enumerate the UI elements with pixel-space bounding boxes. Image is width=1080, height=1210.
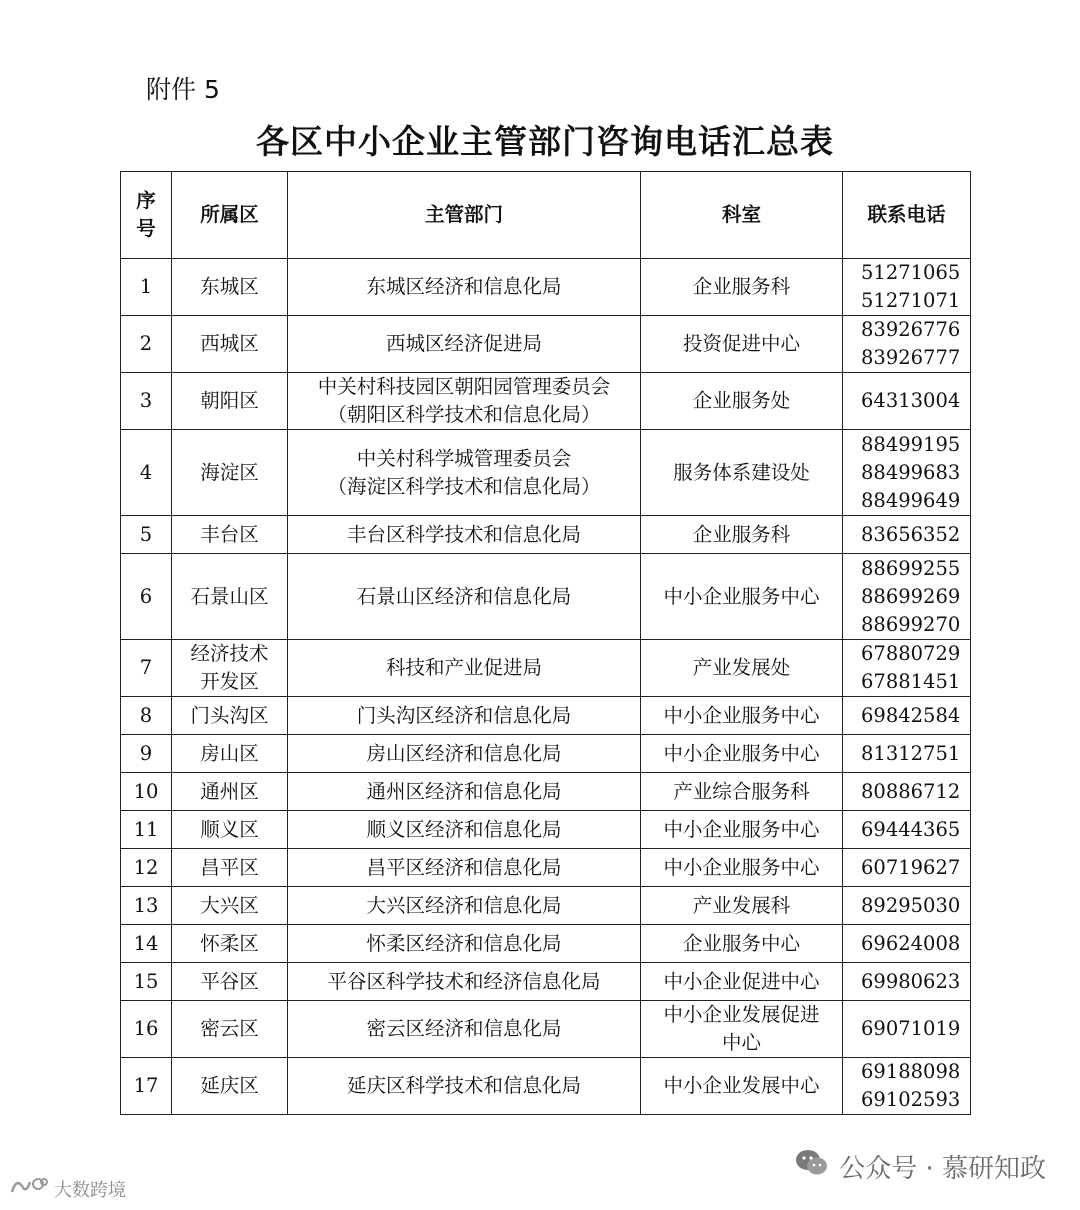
cell-phone-line: 69102593: [861, 1088, 961, 1111]
cell-department: [288, 735, 641, 773]
cell-phone-line: 88699255: [861, 556, 961, 580]
table-row: [121, 773, 971, 811]
watermark-right-text: 公众号 · 慕研知政: [839, 1154, 1046, 1184]
table-row: [121, 887, 971, 925]
cell-office-line: 企业服务科: [692, 522, 791, 546]
cell-district-line: 怀柔区: [200, 931, 259, 955]
cell-office: [641, 773, 843, 811]
cell-phone-line: 81312751: [861, 741, 961, 765]
table-row: [121, 735, 971, 773]
cell-phone: [843, 849, 971, 887]
cell-seq: 3: [121, 373, 172, 430]
cell-office-line: 产业发展处: [692, 656, 791, 679]
cell-department-line: 中关村科学城管理委员会: [356, 446, 572, 470]
cell-district: [172, 430, 288, 516]
contacts-table: [120, 171, 971, 1115]
cell-district-line: 朝阳区: [200, 389, 259, 412]
cell-district-line: 经济技术: [190, 642, 269, 665]
cell-district: [172, 773, 288, 811]
cell-department-line: 西城区经济促进局: [385, 332, 542, 355]
cell-department-line: 科技和产业促进局: [385, 656, 542, 679]
header-seq-line: 序: [136, 189, 156, 212]
cell-office: [641, 697, 843, 735]
cell-office: [641, 640, 843, 697]
cell-district-line: 密云区: [200, 1017, 259, 1040]
cell-district: [172, 554, 288, 640]
header-district: 所属区: [172, 172, 288, 259]
cell-department-line: 延庆区科学技术和信息化局: [346, 1074, 581, 1097]
cell-department-line: 昌平区经济和信息化局: [366, 855, 562, 879]
table-row: [121, 925, 971, 963]
table-row: [121, 640, 971, 697]
table-row: [121, 1001, 971, 1058]
cell-district-line: 东城区: [200, 275, 259, 298]
cell-phone-line: 51271065: [861, 261, 961, 284]
cell-district-line: 平谷区: [200, 969, 259, 993]
cell-office: [641, 259, 843, 316]
cell-department: [288, 516, 641, 554]
header-phone: 联系电话: [843, 172, 971, 259]
cell-department-line: 大兴区经济和信息化局: [366, 893, 562, 917]
cell-office-line: 中小企业服务中心: [663, 741, 820, 765]
cell-department-line: 密云区经济和信息化局: [366, 1017, 562, 1040]
table-row: [121, 811, 971, 849]
cell-district-line: 门头沟区: [190, 703, 269, 727]
cell-department: [288, 316, 641, 373]
cell-district: [172, 1058, 288, 1115]
cell-phone: [843, 1058, 971, 1115]
cell-phone: [843, 640, 971, 697]
watermark-left-text: 大数跨境: [54, 1179, 126, 1201]
cell-seq: 2: [121, 316, 172, 373]
cell-district: [172, 516, 288, 554]
cell-department: [288, 1001, 641, 1058]
table-row: [121, 697, 971, 735]
cell-department-line: （海淀区科学技术和信息化局）: [327, 474, 601, 498]
cell-district-line: 石景山区: [190, 584, 269, 608]
cell-phone-line: 83926777: [861, 346, 961, 369]
cell-district: [172, 963, 288, 1001]
cell-department-line: 丰台区科学技术和信息化局: [346, 522, 581, 546]
cell-office: [641, 963, 843, 1001]
cell-district-line: 顺义区: [200, 817, 259, 841]
table-row: [121, 430, 971, 516]
cell-phone-line: 80886712: [861, 779, 961, 803]
cell-phone-line: 83926776: [861, 318, 961, 341]
cell-phone-line: 83656352: [861, 522, 961, 546]
cell-phone-line: 51271071: [861, 289, 961, 312]
cell-office-line: 服务体系建设处: [673, 460, 810, 484]
cell-phone-line: 69980623: [861, 969, 961, 993]
cell-phone-line: 69444365: [861, 817, 961, 841]
brand-logo-icon: [8, 1174, 48, 1203]
cell-office-line: 中小企业发展中心: [663, 1074, 820, 1097]
cell-phone: [843, 925, 971, 963]
cell-phone: [843, 735, 971, 773]
cell-office-line: 中小企业促进中心: [663, 969, 820, 993]
cell-department-line: 房山区经济和信息化局: [366, 741, 562, 765]
cell-phone: [843, 887, 971, 925]
table-row: [121, 516, 971, 554]
cell-district: [172, 373, 288, 430]
table-row: [121, 1058, 971, 1115]
table-row: [121, 259, 971, 316]
cell-phone-line: 88699269: [861, 584, 961, 608]
header-office: 科室: [641, 172, 843, 259]
cell-office: [641, 430, 843, 516]
cell-district-line: 丰台区: [200, 522, 259, 546]
cell-seq: 8: [121, 697, 172, 735]
cell-district-line: 西城区: [200, 332, 259, 355]
table-row: [121, 316, 971, 373]
cell-seq: 6: [121, 554, 172, 640]
header-department: 主管部门: [288, 172, 641, 259]
table-row: [121, 373, 971, 430]
cell-seq: 10: [121, 773, 172, 811]
cell-phone: [843, 316, 971, 373]
cell-district-line: 海淀区: [200, 460, 259, 484]
cell-office-line: 产业综合服务科: [673, 779, 810, 803]
cell-phone-line: 67881451: [861, 670, 961, 693]
cell-seq: 11: [121, 811, 172, 849]
cell-phone-line: 88499649: [861, 488, 961, 512]
cell-office-line: 中小企业服务中心: [663, 855, 820, 879]
cell-district: [172, 811, 288, 849]
cell-office: [641, 1001, 843, 1058]
cell-office-line: 企业服务中心: [682, 931, 800, 955]
cell-phone: [843, 516, 971, 554]
cell-seq: 13: [121, 887, 172, 925]
cell-department-line: 平谷区科学技术和经济信息化局: [327, 969, 601, 993]
cell-office-line: 产业发展科: [692, 893, 791, 917]
cell-seq: 17: [121, 1058, 172, 1115]
cell-phone: [843, 430, 971, 516]
cell-district-line: 延庆区: [200, 1074, 259, 1097]
cell-district: [172, 887, 288, 925]
header-seq: [121, 172, 172, 259]
cell-phone: [843, 697, 971, 735]
watermark-left: [8, 1174, 126, 1203]
cell-seq: 16: [121, 1001, 172, 1058]
cell-department: [288, 697, 641, 735]
table-row: [121, 963, 971, 1001]
cell-phone: [843, 773, 971, 811]
cell-department-line: 东城区经济和信息化局: [366, 275, 562, 298]
cell-district-line: 开发区: [200, 670, 259, 693]
cell-office-line: 中小企业服务中心: [663, 584, 820, 608]
cell-office: [641, 735, 843, 773]
header-seq-line: 号: [136, 217, 156, 240]
cell-district-line: 通州区: [200, 779, 259, 803]
cell-department-line: 怀柔区经济和信息化局: [366, 931, 562, 955]
cell-seq: 7: [121, 640, 172, 697]
cell-phone-line: 88499683: [861, 460, 961, 484]
cell-department-line: 石景山区经济和信息化局: [356, 584, 572, 608]
cell-phone-line: 60719627: [861, 855, 961, 879]
cell-office-line: 投资促进中心: [682, 332, 800, 355]
cell-phone-line: 69071019: [861, 1017, 961, 1040]
cell-department: [288, 1058, 641, 1115]
cell-office: [641, 925, 843, 963]
cell-phone-line: 69624008: [861, 931, 961, 955]
table-row: [121, 849, 971, 887]
cell-department: [288, 373, 641, 430]
cell-office-line: 中小企业服务中心: [663, 817, 820, 841]
cell-phone: [843, 963, 971, 1001]
cell-district: [172, 640, 288, 697]
cell-district: [172, 1001, 288, 1058]
table-body: [121, 259, 971, 1115]
cell-phone-line: 88499195: [861, 432, 961, 456]
cell-department: [288, 887, 641, 925]
cell-district-line: 房山区: [200, 741, 259, 765]
cell-office-line: 中小企业服务中心: [663, 703, 820, 727]
cell-department-line: 顺义区经济和信息化局: [366, 817, 562, 841]
cell-office-line: 中心: [721, 1031, 761, 1054]
cell-office-line: 企业服务科: [692, 275, 791, 298]
cell-district: [172, 849, 288, 887]
cell-district-line: 大兴区: [200, 893, 259, 917]
cell-department: [288, 849, 641, 887]
cell-department: [288, 259, 641, 316]
cell-phone-line: 64313004: [861, 389, 961, 412]
table-header-row: [121, 172, 971, 259]
cell-seq: 1: [121, 259, 172, 316]
cell-district: [172, 259, 288, 316]
cell-department: [288, 925, 641, 963]
cell-department: [288, 811, 641, 849]
cell-office-line: 中小企业发展促进: [663, 1003, 820, 1026]
cell-phone-line: 89295030: [861, 893, 961, 917]
cell-office: [641, 373, 843, 430]
cell-district: [172, 925, 288, 963]
attachment-label: 附件 5: [146, 75, 220, 104]
cell-phone-line: 67880729: [861, 642, 961, 665]
cell-office: [641, 316, 843, 373]
cell-phone: [843, 554, 971, 640]
cell-phone: [843, 373, 971, 430]
cell-office-line: 企业服务处: [692, 389, 791, 412]
cell-seq: 15: [121, 963, 172, 1001]
cell-office: [641, 811, 843, 849]
page-title: 各区中小企业主管部门咨询电话汇总表: [256, 122, 834, 161]
cell-office: [641, 554, 843, 640]
cell-department-line: 通州区经济和信息化局: [366, 779, 562, 803]
cell-department: [288, 640, 641, 697]
cell-office: [641, 887, 843, 925]
cell-department-line: 门头沟区经济和信息化局: [356, 703, 572, 727]
cell-phone-line: 69842584: [861, 703, 961, 727]
cell-district: [172, 735, 288, 773]
cell-seq: 4: [121, 430, 172, 516]
cell-phone: [843, 259, 971, 316]
cell-department-line: （朝阳区科学技术和信息化局）: [327, 403, 601, 426]
cell-phone-line: 69188098: [861, 1060, 961, 1083]
cell-seq: 5: [121, 516, 172, 554]
cell-office: [641, 516, 843, 554]
cell-district: [172, 316, 288, 373]
cell-phone: [843, 1001, 971, 1058]
cell-department: [288, 963, 641, 1001]
cell-phone-line: 88699270: [861, 612, 961, 636]
cell-seq: 9: [121, 735, 172, 773]
cell-office: [641, 849, 843, 887]
cell-department-line: 中关村科技园区朝阳园管理委员会: [317, 375, 611, 398]
cell-district: [172, 697, 288, 735]
cell-department: [288, 554, 641, 640]
wechat-icon: [795, 1148, 829, 1185]
cell-department: [288, 773, 641, 811]
watermark-right: [795, 1148, 1046, 1185]
cell-phone: [843, 811, 971, 849]
cell-office: [641, 1058, 843, 1115]
cell-seq: 14: [121, 925, 172, 963]
cell-seq: 12: [121, 849, 172, 887]
table-row: [121, 554, 971, 640]
cell-district-line: 昌平区: [200, 855, 259, 879]
cell-department: [288, 430, 641, 516]
